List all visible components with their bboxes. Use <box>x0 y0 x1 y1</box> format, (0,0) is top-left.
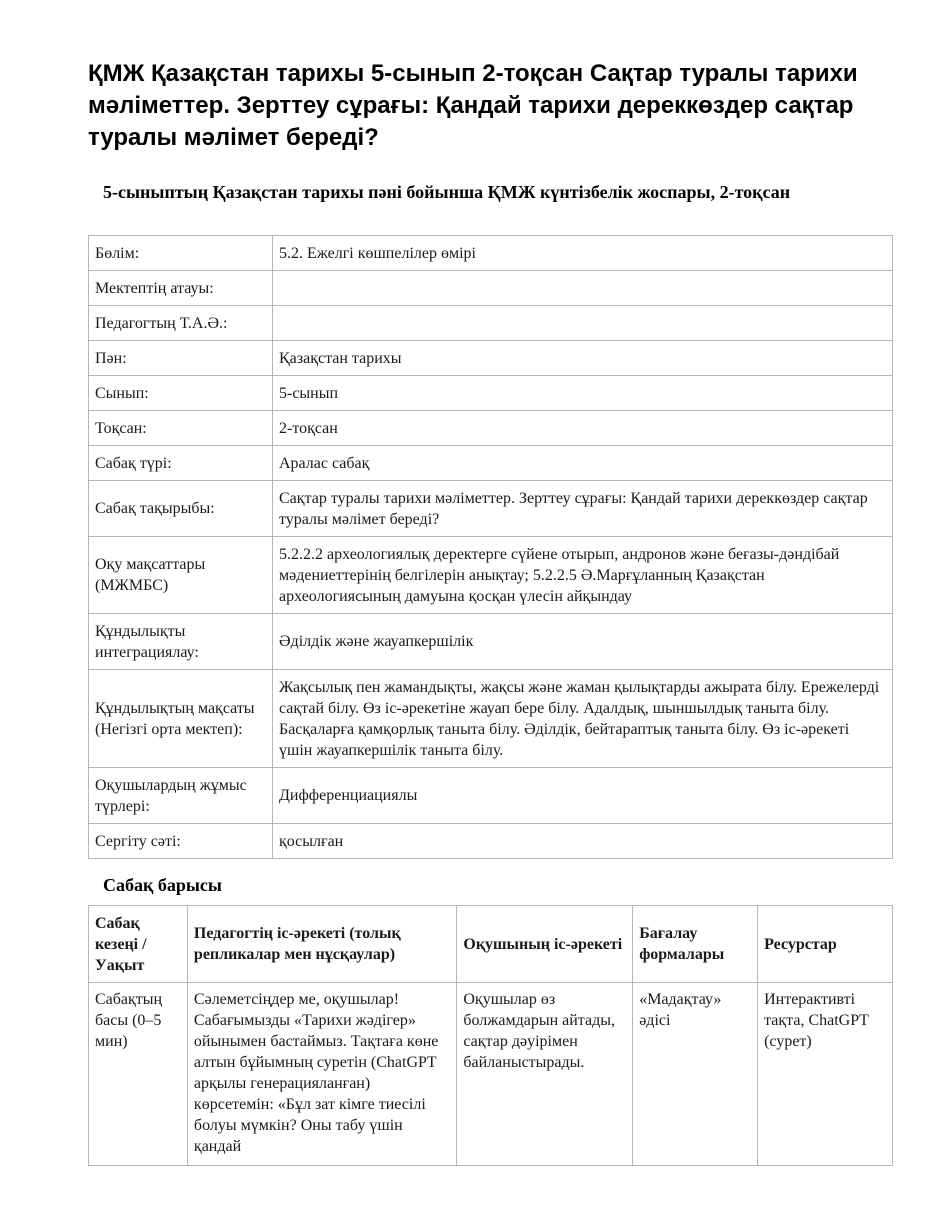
table-row <box>89 614 893 670</box>
row-value: Жақсылық пен жамандықты, жақсы және жаман қылықтарды ажырата білу. Ережелерді сақтай білу. Өз іс-әрекетіне жауап бере білу. Адалдық, шыншылдық таныта білу. Басқаларға қамқорлық таныта білу. Әділдік, бейтараптық таныта білу. Өз іс-әрекеті үшін жауапкершілік таныта білу. <box>273 670 893 768</box>
table-row <box>89 768 893 824</box>
row-label: Оқу мақсаттары (МЖМБС) <box>89 537 273 614</box>
table-row <box>89 341 893 376</box>
column-header-student: Оқушының іс-әрекеті <box>457 906 633 983</box>
plan-heading: 5-сыныптың Қазақстан тарихы пәні бойынша ҚМЖ күнтізбелік жоспары, 2-тоқсан <box>103 182 791 202</box>
row-label: Пән: <box>89 341 273 376</box>
row-value: Сақтар туралы тарихи мәліметтер. Зерттеу сұрағы: Қандай тарихи дереккөздер сақтар туралы мәлімет береді? <box>273 481 893 537</box>
row-value: Әділдік және жауапкершілік <box>273 614 893 670</box>
column-header-resources: Ресурстар <box>758 906 893 983</box>
row-value: 5.2.2.2 археологиялық деректерге сүйене отырып, андронов және беғазы-дәндібай мәдениеттерінің белгілерін анықтау; 5.2.2.5 Ә.Марғұланның Қазақстан археологиясының дамуына қосқан үлесін айқындау <box>273 537 893 614</box>
cell-stage: Сабақтың басы (0–5 мин) <box>89 983 188 1166</box>
row-value: 5.2. Ежелгі көшпелілер өмірі <box>273 236 893 271</box>
row-label: Бөлім: <box>89 236 273 271</box>
row-label: Мектептің атауы: <box>89 271 273 306</box>
row-value: Қазақстан тарихы <box>273 341 893 376</box>
row-label: Құндылықты интеграциялау: <box>89 614 273 670</box>
row-value <box>273 306 893 341</box>
row-label: Тоқсан: <box>89 411 273 446</box>
table-row <box>89 376 893 411</box>
lesson-flow-table <box>88 905 893 1166</box>
table-header-row <box>89 906 893 983</box>
row-label: Сабақ тақырыбы: <box>89 481 273 537</box>
table-row <box>89 411 893 446</box>
row-value: 5-сынып <box>273 376 893 411</box>
cell-resources: Интерактивті тақта, ChatGPT (сурет) <box>758 983 893 1166</box>
row-value: қосылған <box>273 824 893 859</box>
course-heading: Сабақ барысы <box>103 875 222 895</box>
column-header-stage: Сабақ кезеңі / Уақыт <box>89 906 188 983</box>
table-row <box>89 670 893 768</box>
row-value: Аралас сабақ <box>273 446 893 481</box>
cell-student: Оқушылар өз болжамдарын айтады, сақтар дәуірімен байланыстырады. <box>457 983 633 1166</box>
column-header-teacher: Педагогтің іс-әрекеті (толық репликалар мен нұсқаулар) <box>187 906 456 983</box>
column-header-assessment: Бағалау формалары <box>633 906 758 983</box>
row-label: Сынып: <box>89 376 273 411</box>
table-row <box>89 446 893 481</box>
row-value <box>273 271 893 306</box>
table-row <box>89 481 893 537</box>
row-label: Сергіту сәті: <box>89 824 273 859</box>
row-label: Оқушылардың жұмыс түрлері: <box>89 768 273 824</box>
row-label: Педагогтың Т.А.Ә.: <box>89 306 273 341</box>
row-label: Сабақ түрі: <box>89 446 273 481</box>
lesson-info-table <box>88 235 893 859</box>
table-row <box>89 306 893 341</box>
table-row <box>89 824 893 859</box>
cell-assessment: «Мадақтау» әдісі <box>633 983 758 1166</box>
table-row <box>89 271 893 306</box>
row-label: Құндылықтың мақсаты (Негізгі орта мектеп): <box>89 670 273 768</box>
document-title: ҚМЖ Қазақстан тарихы 5-сынып 2-тоқсан Сақтар туралы тарихи мәліметтер. Зерттеу сұрағы: Қандай тарихи дереккөздер сақтар туралы мәлімет береді? <box>88 60 858 151</box>
row-value: Дифференциациялы <box>273 768 893 824</box>
row-value: 2-тоқсан <box>273 411 893 446</box>
table-row <box>89 236 893 271</box>
cell-teacher: Сәлеметсіңдер ме, оқушылар! Сабағымызды «Тарихи жәдігер» ойынымен бастаймыз. Тақтаға көне алтын бұйымның суретін (ChatGPT арқылы генерацияланған) көрсетемін: «Бұл зат кімге тиесілі болуы мүмкін? Оны табу үшін қандай <box>187 983 456 1166</box>
table-row <box>89 983 893 1166</box>
table-row <box>89 537 893 614</box>
